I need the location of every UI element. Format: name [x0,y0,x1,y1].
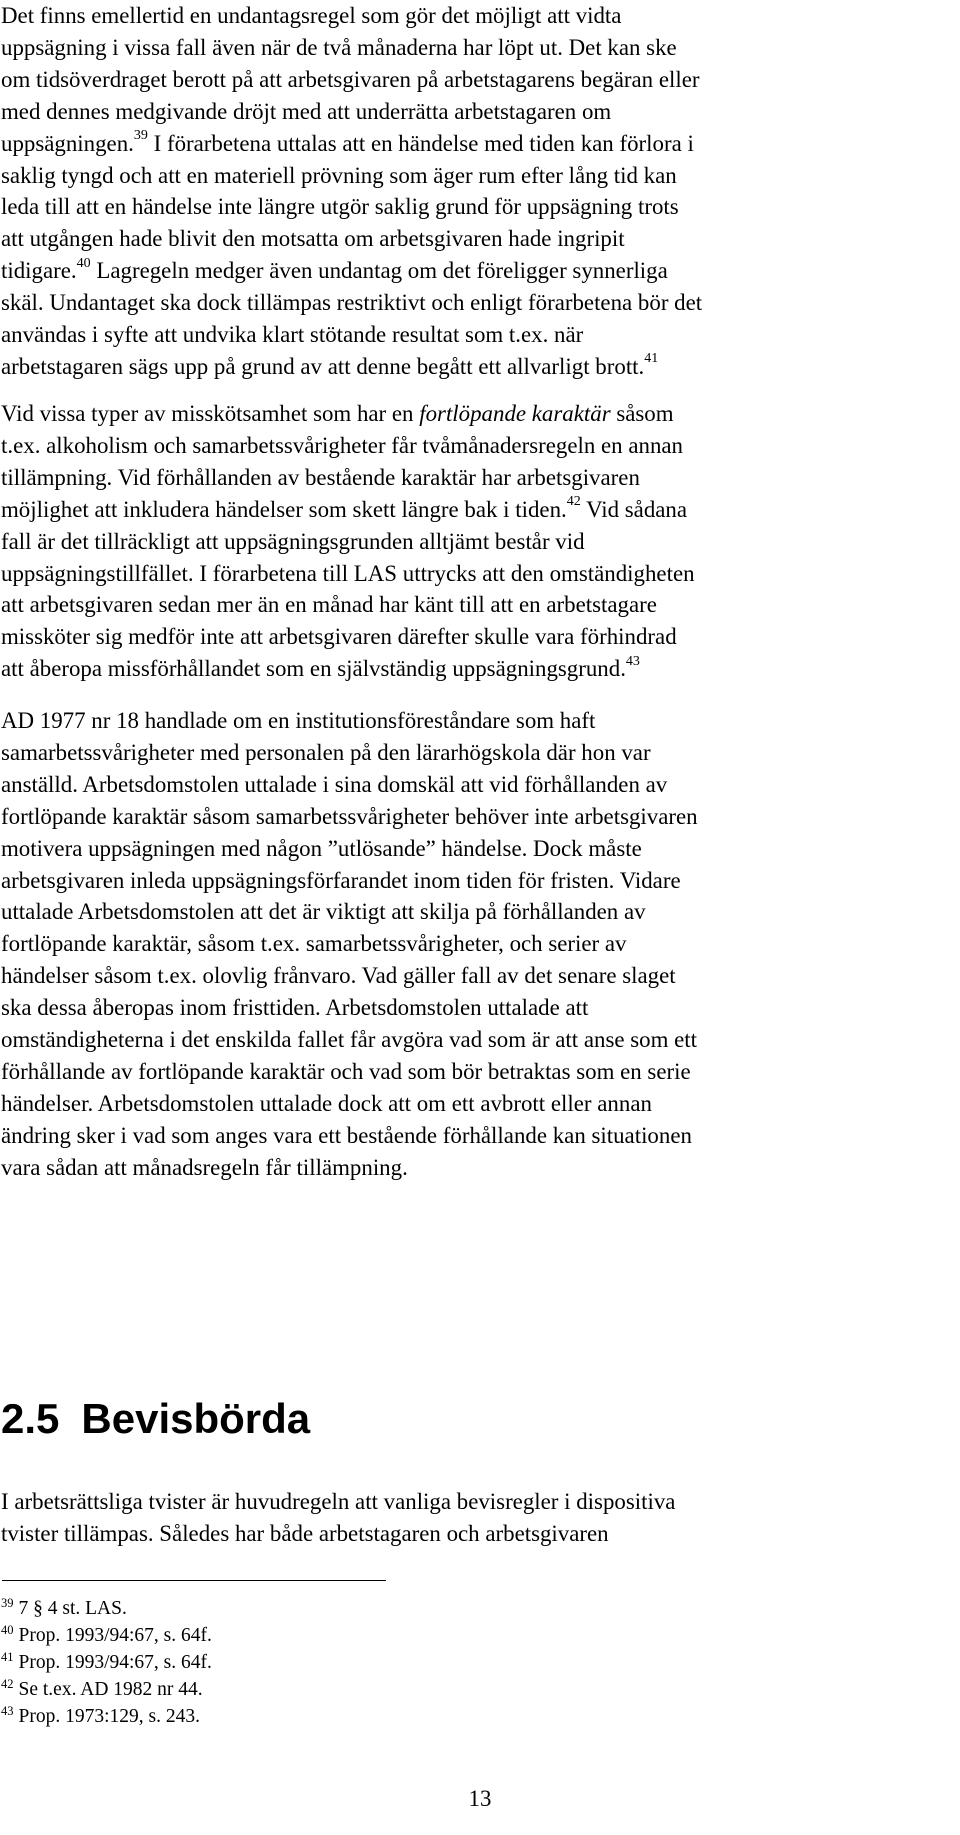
text-line: ska dessa åberopas inom fristtiden. Arbetsdomstolen uttalade att [1,995,589,1021]
text-line: att utgången hade blivit den motsatta om arbetsgivaren hade ingripit [1,226,625,252]
text-line: förhållande av fortlöpande karaktär och vad som bör betraktas som en serie [1,1058,691,1084]
text-line: t.ex. alkoholism och samarbetssvårigheter får tvåmånadersregeln en annan [1,432,684,458]
footnote-ref-39: 39 [133,128,148,143]
text-segment: såsom [610,401,674,426]
footnote-number: 42 [1,1676,14,1691]
text-line: ändring sker i vad som anges vara ett bestående förhållande kan situationen [1,1122,692,1148]
footnote-text: Se t.ex. AD 1982 nr 44. [18,1679,203,1700]
text-line [1,398,947,430]
text-line: fall är det tillräckligt att uppsägningsgrunden alltjämt består vid [1,528,585,554]
footnote-42 [1,1676,212,1703]
text-line: med dennes medgivande dröjt med att underrätta arbetstagaren om [1,98,612,124]
text-line: användas i syfte att undvika klart stötande resultat som t.ex. när [1,322,584,348]
text-line: fortlöpande karaktär såsom samarbetssvårigheter behöver inte arbetsgivaren [1,803,698,829]
text-segment: tidigare. [1,258,77,284]
footnote-number: 41 [1,1649,14,1664]
text-line: skäl. Undantaget ska dock tillämpas restriktivt och enligt förarbetena bör det [1,290,703,316]
text-line: Det finns emellertid en undantagsregel som gör det möjligt att vidta [1,3,622,28]
text-line: uppsägning i vissa fall även när de två månaderna har löpt ut. Det kan ske [1,34,677,60]
text-line [1,255,947,287]
text-line: uppsägningstillfället. I förarbetena till LAS uttrycks att den omständigheten [1,560,695,586]
text-line: att arbetsgivaren sedan mer än en månad har känt till att en arbetstagare [1,592,657,618]
footnote-divider [2,1580,386,1581]
text-line: händelser. Arbetsdomstolen uttalade dock att om ett avbrott eller annan [1,1090,652,1116]
italic-term: fortlöpande karaktär [419,401,611,426]
text-segment: Lagregeln medger även undantag om det föreligger synnerliga [90,258,668,284]
page-number: 13 [468,1786,492,1811]
section-title: Bevisbörda [81,1395,311,1442]
paragraph-continuous-misconduct [1,398,947,685]
section-heading [1,1394,310,1444]
text-line: omständigheterna i det enskilda fallet får avgöra vad som är att anse som ett [1,1027,698,1053]
text-segment: att åberopa missförhållandet som en självständig uppsägningsgrund. [1,656,626,682]
footnote-41 [1,1649,212,1676]
footnote-text: Prop. 1973:129, s. 243. [18,1706,200,1727]
text-line: saklig tyngd och att en materiell prövning som äger rum efter lång tid kan [1,162,677,188]
text-line: tvister tillämpas. Således har både arbetstagaren och arbetsgivaren [1,1520,609,1546]
text-line [1,351,947,383]
text-line: vara sådan att månadsregeln får tillämpning. [1,1154,408,1180]
text-line: motivera uppsägningen med någon ”utlösande” händelse. Dock måste [1,835,642,861]
text-line [1,128,947,160]
text-line: anställd. Arbetsdomstolen uttalade i sina domskäl att vid förhållanden av [1,771,668,797]
footnote-text: Prop. 1993/94:67, s. 64f. [18,1652,212,1673]
footnote-text: Prop. 1993/94:67, s. 64f. [18,1625,212,1646]
text-line: arbetsgivaren inleda uppsägningsförfarandet inom tiden för fristen. Vidare [1,867,681,893]
footnotes [1,1595,212,1730]
footnote-ref-43: 43 [625,653,640,669]
text-line [1,653,947,685]
text-segment: uppsägningen. [1,130,134,156]
text-line: om tidsöverdraget berott på att arbetsgivaren på arbetstagarens begäran eller [1,66,700,92]
text-segment: I förarbetena uttalas att en händelse med tiden kan förlora i [147,130,694,156]
footnote-number: 40 [1,1622,14,1637]
text-segment: Vid sådana [580,496,688,522]
footnote-text: 7 § 4 st. LAS. [18,1598,127,1619]
footnote-ref-42: 42 [566,494,581,510]
section-number: 2.5 [1,1395,60,1442]
text-line: samarbetssvårigheter med personalen på den lärarhögskola där hon var [1,739,651,765]
text-line: tillämpning. Vid förhållanden av bestående karaktär har arbetsgivaren [1,464,640,490]
text-line: uttalade Arbetsdomstolen att det är viktigt att skilja på förhållanden av [1,899,646,925]
text-line: fortlöpande karaktär, såsom t.ex. samarbetssvårigheter, och serier av [1,931,627,957]
text-line: I arbetsrättsliga tvister är huvudregeln att vanliga bevisregler i dispositiva [1,1489,676,1514]
footnote-ref-41: 41 [644,351,659,367]
text-line: händelser såsom t.ex. olovlig frånvaro. Vad gäller fall av det senare slaget [1,963,676,989]
text-line: missköter sig medför inte att arbetsgivaren därefter skulle vara förhindrad [1,624,677,650]
footnote-ref-40: 40 [76,255,91,271]
text-line: AD 1977 nr 18 handlade om en institutionsföreståndare som haft [1,708,596,733]
paragraph-ad-1977-case [1,705,947,1184]
footnote-43 [1,1703,212,1730]
text-segment: arbetstagaren sägs upp på grund av att denne begått ett allvarligt brott. [1,353,645,379]
text-line: leda till att en händelse inte längre utgör saklig grund för uppsägning trots [1,194,679,220]
text-line [1,494,947,526]
footnote-39 [1,1595,212,1622]
text-segment: Vid vissa typer av misskötsamhet som har en [1,401,420,426]
text-segment: möjlighet att inkludera händelser som skett längre bak i tiden. [1,496,567,522]
footnote-40 [1,1622,212,1649]
paragraph-burden-of-proof [1,1486,947,1550]
footnote-number: 43 [1,1703,14,1718]
footnote-number: 39 [1,1595,14,1610]
paragraph-exception-rule [1,0,947,383]
